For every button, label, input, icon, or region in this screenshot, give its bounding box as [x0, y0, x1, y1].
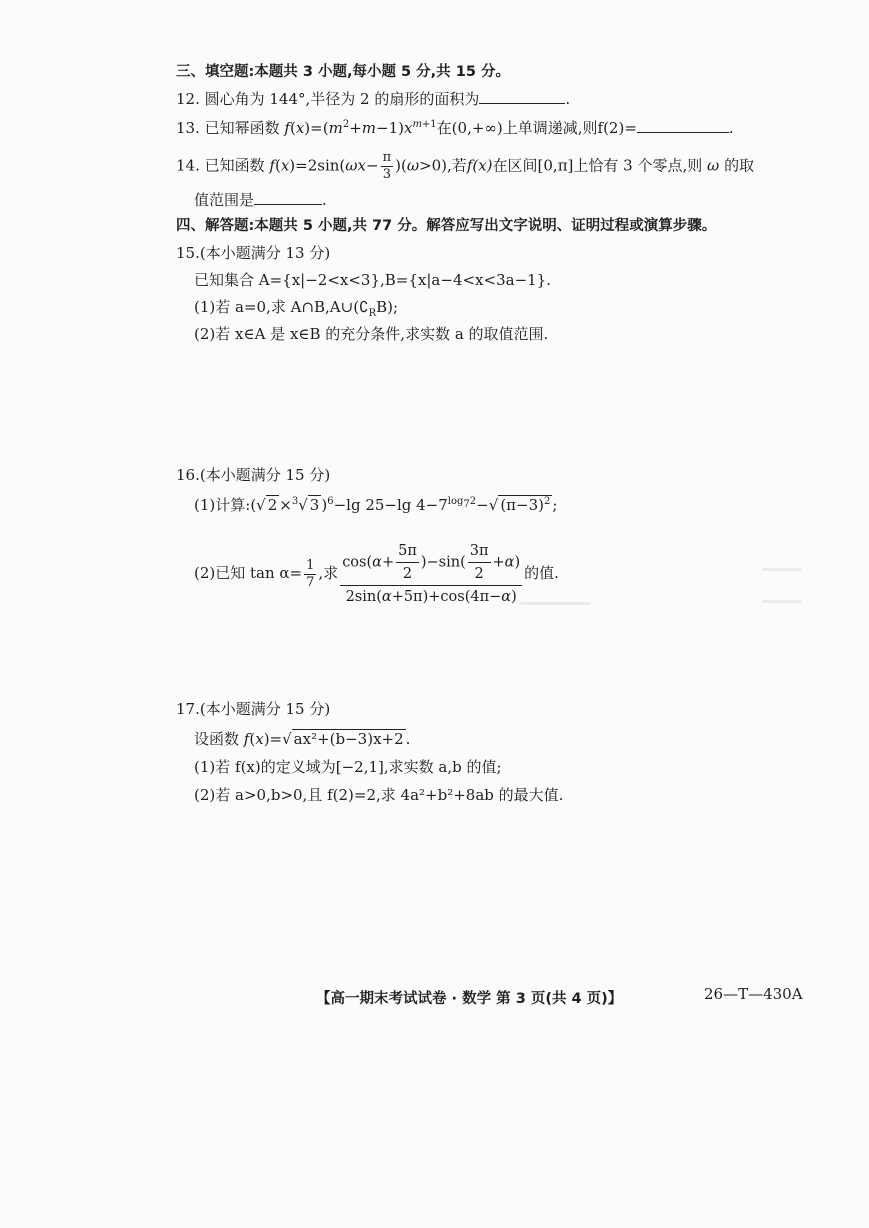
- q17-given: 设函数 f(x)=√ ax²+(b−3)x+2 .: [194, 730, 411, 748]
- q16-log: log: [447, 496, 464, 507]
- q14-line2-end: .: [322, 191, 327, 209]
- q15-header: 15.(本小题满分 13 分): [176, 244, 331, 262]
- trig-fraction: cos(α+ $\frac{5\pi}{2}$ )−sin( $\frac{3\pi}{2}$ +α) 2sin(α+5π)+cos(4π−α): [340, 540, 522, 608]
- q16-part1-end: ;: [552, 496, 558, 514]
- q16-part2-ask: ,求: [318, 564, 339, 582]
- q13-function: f: [284, 119, 290, 137]
- scan-smudge: [520, 602, 590, 605]
- frac-num: 1: [306, 557, 315, 573]
- one-seventh: [304, 558, 316, 591]
- scan-smudge: [762, 600, 802, 603]
- q16-log-base: 7: [463, 499, 470, 510]
- q13-pre: 13. 已知幂函数: [176, 119, 280, 137]
- q13-answer-blank: [637, 118, 729, 133]
- q14-omega: ω: [707, 156, 720, 175]
- footer-code: 26—T—430A: [704, 985, 803, 1003]
- footer-title: 【高一期末考试试卷 · 数学 第 3 页(共 4 页)】: [316, 991, 623, 1007]
- q14-fx: f(x): [466, 156, 493, 175]
- q14-answer-blank: [254, 190, 322, 205]
- q17-part2: (2)若 a>0,b>0,且 f(2)=2,求 4a²+b²+8ab 的最大值.: [194, 786, 564, 804]
- q15-part1-end: B);: [376, 298, 399, 316]
- q16-part1: (1)计算:(√ 2 ×$^3$√ 3 )$^6$−lg 25−lg $4-7^{log_72}-√$ $(\pi-3)^2$ ;: [194, 496, 558, 514]
- section-3-title: 三、填空题:本题共 3 小题,每小题 5 分,共 15 分。: [176, 64, 510, 80]
- scan-smudge: [762, 568, 802, 571]
- q14-pre: 14. 已知函数: [176, 156, 265, 175]
- q14-mid: ,若: [447, 156, 467, 175]
- section-4-title: 四、解答题:本题共 5 小题,共 77 分。解答应写出文字说明、证明过程或演算步骤。: [176, 218, 717, 234]
- q14-line2: 值范围是: [194, 191, 255, 209]
- q15-part1: [194, 296, 398, 318]
- q16-part2: [194, 540, 559, 608]
- q16-header: 16.(本小题满分 15 分): [176, 466, 331, 484]
- q16-part1-expr: −lg 25−lg 4−7: [333, 496, 448, 514]
- frac-den: 7: [306, 574, 315, 590]
- q12-text: 12. 圆心角为 144°,半径为 2 的扇形的面积为: [176, 90, 480, 108]
- q17-root-expr: ax²+(b−3)x+2: [293, 730, 404, 748]
- q13-f2: f(2)=: [597, 119, 637, 137]
- question-14: 14. 已知函数 f(x)=2sin(ωx− $\frac{\pi}{3}$ )(ω>0),若f(x)在区间[0,π]上恰有 3 个零点,则 ω 的取: [176, 150, 755, 182]
- question-12: [176, 88, 570, 110]
- q17-header: 17.(本小题满分 15 分): [176, 700, 331, 718]
- q17-given-text: 设函数: [194, 730, 240, 748]
- q15-given: 已知集合 A={x|−2<x<3},B={x|a−4<x<3a−1}.: [194, 271, 551, 289]
- q14-end: 的取: [724, 156, 755, 175]
- pi-over-3: $\frac{\pi}{3}$: [382, 150, 392, 182]
- q16-part1-tail: −: [476, 496, 489, 514]
- q13-end: .: [728, 119, 734, 137]
- q16-part2-label: (2)已知 tan α=: [194, 564, 303, 582]
- q13-mid: 在(0,+∞)上单调递减,则: [436, 119, 598, 137]
- q14-mid2: 在区间[0,π]上恰有 3 个零点,则: [492, 156, 703, 175]
- q15-part1-text: (1)若 a=0,求 A∩B,A∪(∁: [194, 298, 369, 316]
- q12-end: .: [565, 90, 571, 108]
- q16-part2-end: 的值.: [524, 564, 559, 582]
- q15-part1-sub: R: [368, 308, 377, 319]
- question-13: 13. 已知幂函数 $f(x)=(m^2+m-1)x^{m+1}$在(0,+∞)上单调递减,则f(2)= .: [176, 119, 734, 137]
- q12-answer-blank: [479, 89, 565, 104]
- q16-part1-label: (1)计算:: [194, 496, 251, 514]
- q17-part1: (1)若 f(x)的定义域为[−2,1],求实数 a,b 的值;: [194, 758, 502, 776]
- q16-root-arg: (π−3): [500, 496, 544, 514]
- q15-part2: (2)若 x∈A 是 x∈B 的充分条件,求实数 a 的取值范围.: [194, 325, 549, 343]
- q16-log-arg: 2: [469, 496, 477, 507]
- question-14-line2: [194, 189, 327, 211]
